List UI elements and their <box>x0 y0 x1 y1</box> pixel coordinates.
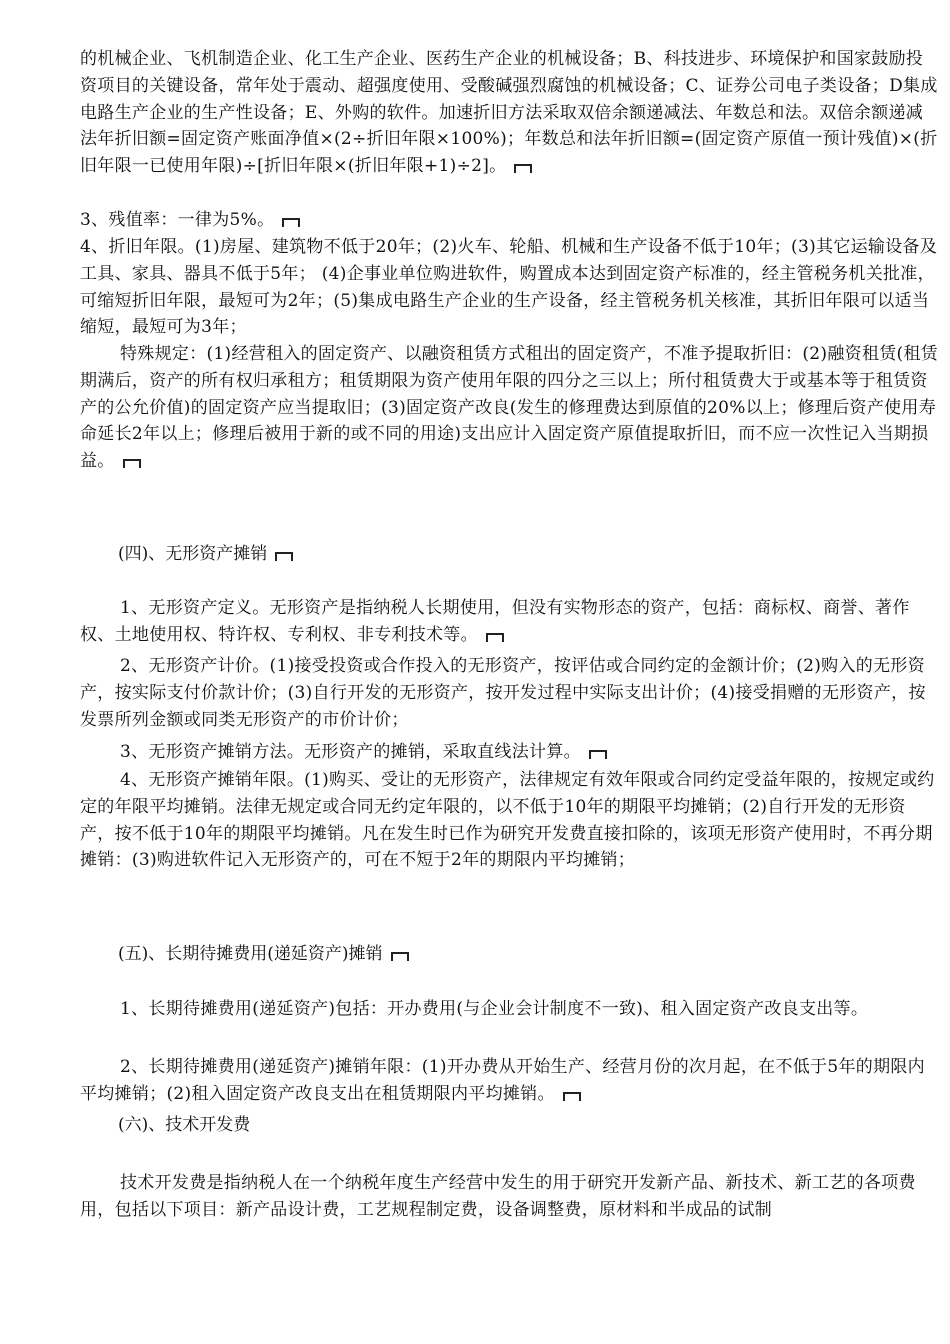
paragraph-mark-icon <box>589 750 607 759</box>
paragraph-special-rules: 特殊规定：(1)经营租入的固定资产、以融资租赁方式租出的固定资产，不准予提取折旧：(2)融资租赁(租赁期满后，资产的所有权归承租方；租赁期限为资产使用年限的四分之三以上；所付租赁费大于或基本等于租赁资产的公允价值)的固定资产应当提取旧；(3)固定资产改良(发生的修理费达到原值的20%以上；修理后资产使用寿命延长2年以上；修理后被用于新的或不同的用途)支出应计入固定资产原值提取折旧，而不应一次性记入当期损益。 <box>80 344 939 472</box>
paragraph-mark-icon <box>514 164 532 173</box>
section-heading-intangible-amortization: (四)、无形资产摊销 <box>118 541 293 568</box>
section-heading-long-term-deferred: (五)、长期待摊费用(递延资产)摊销 <box>118 941 409 968</box>
paragraph-mark-icon <box>563 1092 581 1101</box>
paragraph-depreciation-period: 4、折旧年限。(1)房屋、建筑物不低于20年；(2)火车、轮船、机械和生产设备不低于10年；(3)其它运输设备及工具、家具、器具不低于5年； (4)企事业单位购进软件，购置成本达到固定资产标准的，经主管税务机关批准，可缩短折旧年限，最短可为2年；(5)集成电路生产企业的生产设备，经主管税务机关核准，其折旧年限可以适当缩短，最短可为3年； <box>80 237 938 338</box>
paragraph-mark-icon <box>391 952 409 961</box>
paragraph-accelerated-depreciation: 的机械企业、飞机制造企业、化工生产企业、医药生产企业的机械设备；B、科技进步、环境保护和国家鼓励投资项目的关键设备，常年处于震动、超强度使用、受酸碱强烈腐蚀的机械设备；C、证券公司电子类设备；D集成电路生产企业的生产性设备；E、外购的软件。加速折旧方法采取双倍余额递减法、年数总和法。双倍余额递减法年折旧额=固定资产账面净值×(2÷折旧年限×100%)；年数总和法年折旧额=(固定资产原值一预计残值)×(折旧年限一已使用年限)÷[折旧年限×(折旧年限+1)÷2]。 <box>80 49 938 177</box>
paragraph-intangible-valuation: 2、无形资产计价。(1)接受投资或合作投入的无形资产，按评估或合同约定的金额计价；(2)购入的无形资产，按实际支付价款计价；(3)自行开发的无形资产，按开发过程中实际支出计价；(4)接受捐赠的无形资产，按发票所列金额或同类无形资产的市价计价； <box>80 656 926 730</box>
paragraph-intangible-method: 3、无形资产摊销方法。无形资产的摊销，采取直线法计算。 <box>80 739 940 766</box>
paragraph-residual-rate: 3、残值率：一律为5%。 <box>80 207 940 234</box>
paragraph-mark-icon <box>123 459 141 468</box>
paragraph-intangible-definition: 1、无形资产定义。无形资产是指纳税人长期使用，但没有实物形态的资产，包括：商标权、商誉、著作权、土地使用权、特许权、专利权、非专利技术等。 <box>80 598 910 645</box>
section-heading-tech-development: (六)、技术开发费 <box>118 1115 251 1135</box>
paragraph-mark-icon <box>275 552 293 561</box>
paragraph-deferred-contents: 1、长期待摊费用(递延资产)包括：开办费用(与企业会计制度不一致)、租入固定资产改良支出等。 <box>120 999 869 1019</box>
paragraph-tech-development-definition: 技术开发费是指纳税人在一个纳税年度生产经营中发生的用于研究开发新产品、新技术、新工艺的各项费用，包括以下项目：新产品设计费，工艺规程制定费，设备调整费，原材料和半成品的试制 <box>80 1173 916 1220</box>
paragraph-mark-icon <box>486 633 504 642</box>
paragraph-mark-icon <box>282 218 300 227</box>
paragraph-deferred-period: 2、长期待摊费用(递延资产)摊销年限：(1)开办费从开始生产、经营月份的次月起，在不低于5年的期限内平均摊销；(2)租入固定资产改良支出在租赁期限内平均摊销。 <box>80 1057 925 1104</box>
paragraph-intangible-period: 4、无形资产摊销年限。(1)购买、受让的无形资产，法律规定有效年限或合同约定受益年限的，按规定或约定的年限平均摊销。法律无规定或合同无约定年限的，以不低于10年的期限平均摊销；(2)自行开发的无形资产，按不低于10年的期限平均摊销。凡在发生时已作为研究开发费直接扣除的，该项无形资产使用时，不再分期摊销：(3)购进软件记入无形资产的，可在不短于2年的期限内平均摊销； <box>80 770 935 871</box>
